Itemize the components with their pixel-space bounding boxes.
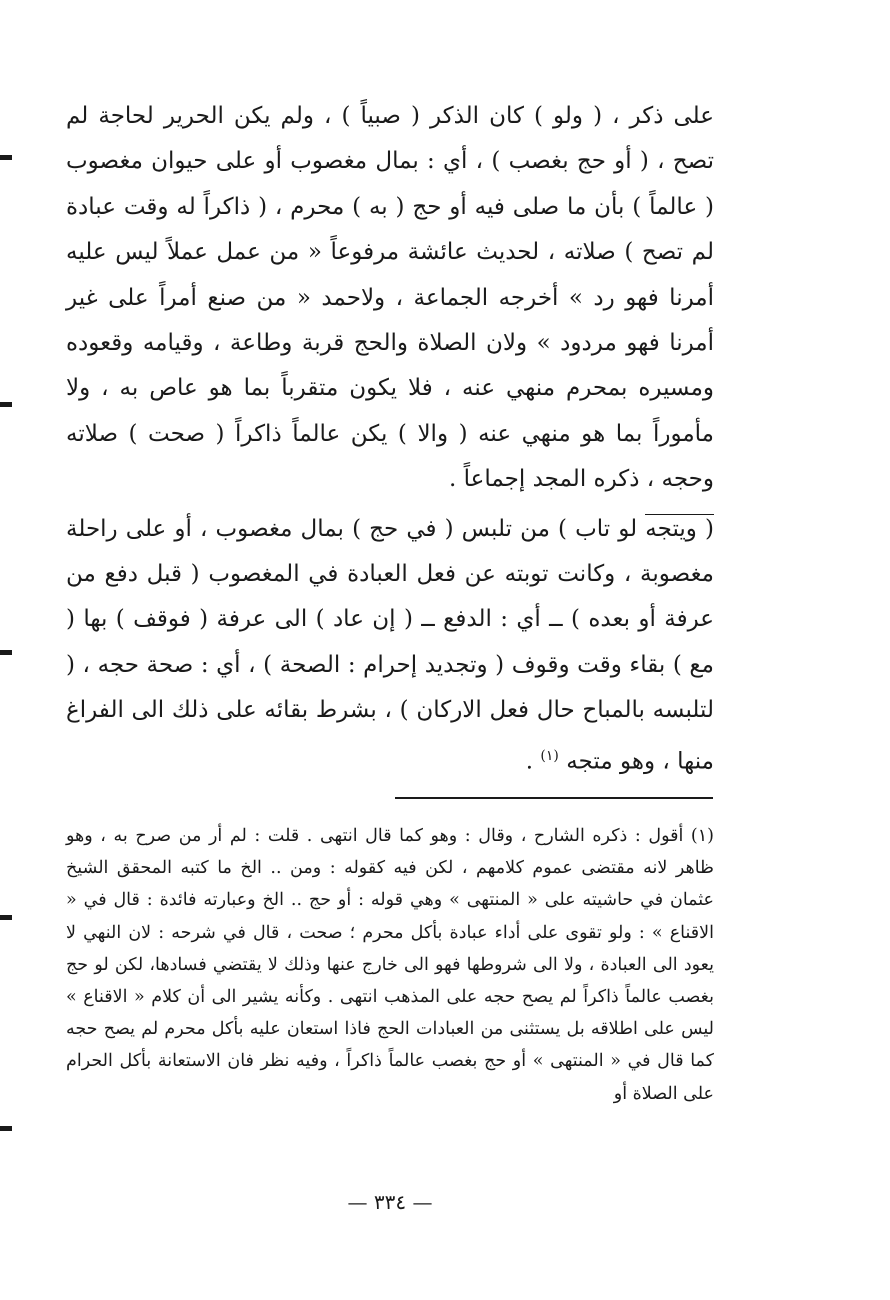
main-text (66, 94, 714, 785)
paragraph-2-first-word: ( ويتجه (645, 515, 714, 542)
footnote-divider (395, 797, 713, 799)
footnote-reference: (١) (540, 747, 559, 764)
margin-mark (0, 1126, 12, 1131)
paragraph-2-body: لو تاب ) من تلبس ( في حج ) بمال مغصوب ، أو على راحلة مغصوبة ، وكانت توبته عن فعل العبادة في المغصوب ( قبل دفع من عرفة أو بعده ) ــ أي : الدفع ــ ( إن عاد ) الى عرفة ( فوقف ) بها ( مع ) بقاء وقت وقوف ( وتجديد إحرام : الصحة ) ، أي : صحة حجه ، ( لتلبسه بالمباح حال فعل الاركان ) ، بشرط بقائه على ذلك الى الفراغ منها ، وهو متجه (66, 515, 714, 775)
margin-mark (0, 155, 12, 160)
paragraph-1: على ذكر ، ( ولو ) كان الذكر ( صبياً ) ، ولم يكن الحرير لحاجة لم تصح ، ( أو حج بغصب ) ، أي : بمال مغصوب أو على حيوان مغصوب ( عالماً ) بأن ما صلى فيه أو حج ( به ) محرم ، ( ذاكراً له وقت عبادة لم تصح ) صلاته ، لحديث عائشة مرفوعاً « من عمل عملاً ليس عليه أمرنا فهو رد » أخرجه الجماعة ، ولاحمد « من صنع أمراً على غير أمرنا فهو مردود » ولان الصلاة والحج قربة وطاعة ، وقيامه وقعوده ومسيره بمحرم منهي عنه ، فلا يكون متقرباً بما هو عاص به ، ولا مأموراً بما هو منهي عنه ( والا ) يكن عالماً ذاكراً ( صحت ) صلاته وحجه ، ذكره المجد إجماعاً . (66, 103, 714, 493)
paragraph-2 (66, 507, 714, 785)
page-number: — ٣٣٤ — (347, 1190, 433, 1214)
footnotes (66, 820, 714, 1110)
footnote-1: (١) أقول : ذكره الشارح ، وقال : وهو كما قال انتهى . قلت : لم أر من صرح به ، وهو ظاهر لانه مقتضى عموم كلامهم ، لكن فيه كقوله : ومن .. الخ ما كتبه المحقق الشيخ عثمان في حاشيته على « المنتهى » وهي قوله : أو حج .. الخ وعبارته فائدة : قال في « الاقناع » : ولو تقوى على أداء عبادة بأكل محرم ؛ صحت ، قال في شرحه : لان النهي لا يعود الى العبادة ، ولا الى شروطها فهو الى خارج عنها وذلك لا يقتضي فسادها، لكن لو حج بغصب عالماً ذاكراً لم يصح حجه على المذهب انتهى . وكأنه يشير الى أن كلام « الاقناع » ليس على اطلاقه بل يستثنى من العبادات الحج فاذا استعان عليه بأكل محرم لم يصح حجه كما قال في « المنتهى » أو حج بغصب عالماً ذاكراً ، وفيه نظر فان الاستعانة بأكل الحرام على الصلاة أو (66, 826, 714, 1104)
margin-mark (0, 402, 12, 407)
margin-mark (0, 915, 12, 920)
paragraph-2-end: . (525, 748, 541, 775)
margin-mark (0, 650, 12, 655)
